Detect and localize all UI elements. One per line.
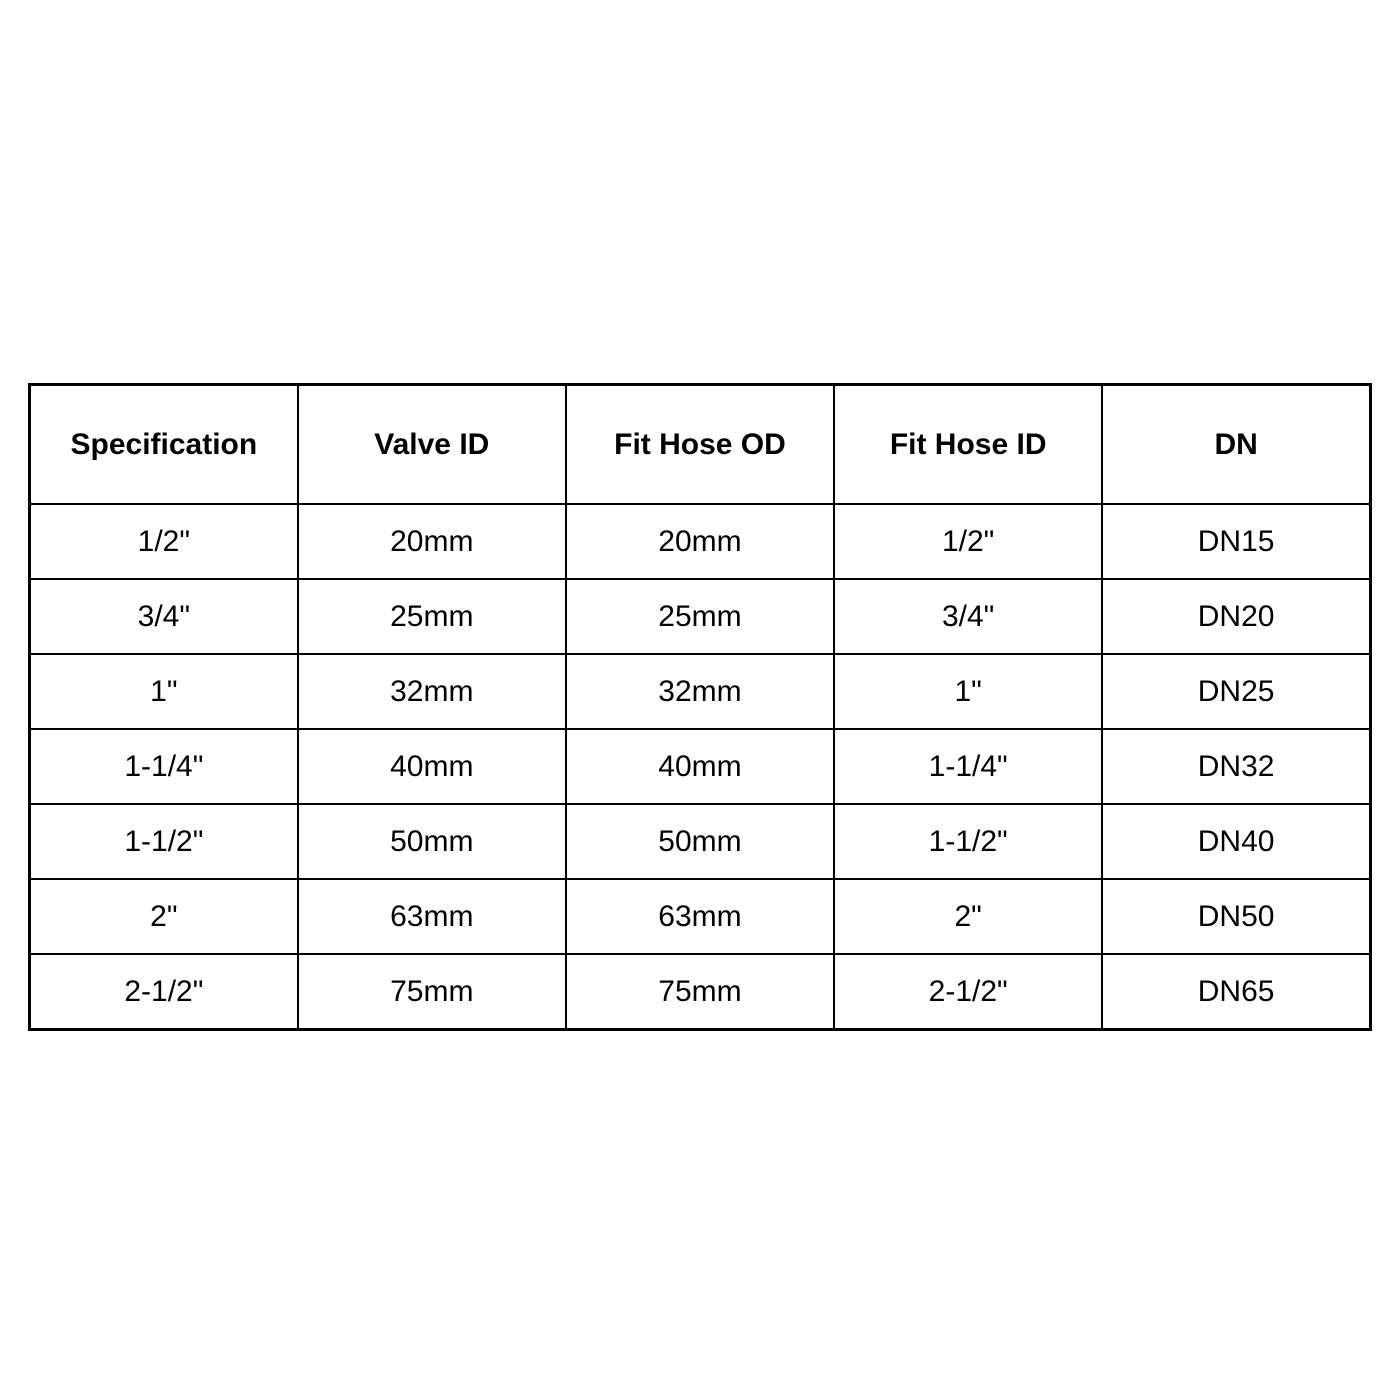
table-cell-specification: 1" xyxy=(30,654,298,729)
table-cell-specification: 1-1/2" xyxy=(30,804,298,879)
table-cell-specification: 3/4" xyxy=(30,579,298,654)
table-cell-fit-hose-id: 1" xyxy=(834,654,1102,729)
table-cell-fit-hose-od: 20mm xyxy=(566,504,834,579)
table-cell-specification: 1/2" xyxy=(30,504,298,579)
table-cell-fit-hose-od: 40mm xyxy=(566,729,834,804)
table-row xyxy=(30,804,1371,879)
table-cell-fit-hose-id: 3/4" xyxy=(834,579,1102,654)
table-cell-fit-hose-od: 75mm xyxy=(566,954,834,1030)
table-cell-dn: DN15 xyxy=(1102,504,1370,579)
column-header-fit-hose-id: Fit Hose ID xyxy=(834,385,1102,505)
table-cell-fit-hose-id: 2-1/2" xyxy=(834,954,1102,1030)
table-cell-valve-id: 25mm xyxy=(298,579,566,654)
table-cell-specification: 2" xyxy=(30,879,298,954)
table-row xyxy=(30,579,1371,654)
table-row xyxy=(30,504,1371,579)
header-row xyxy=(30,385,1371,505)
table-cell-fit-hose-od: 63mm xyxy=(566,879,834,954)
spec-table-container xyxy=(28,383,1372,1013)
table-cell-fit-hose-od: 32mm xyxy=(566,654,834,729)
column-header-valve-id: Valve ID xyxy=(298,385,566,505)
table-cell-valve-id: 40mm xyxy=(298,729,566,804)
table-row xyxy=(30,729,1371,804)
column-header-dn: DN xyxy=(1102,385,1370,505)
table-cell-specification: 2-1/2" xyxy=(30,954,298,1030)
table-cell-dn: DN20 xyxy=(1102,579,1370,654)
table-cell-fit-hose-id: 2" xyxy=(834,879,1102,954)
table-cell-dn: DN25 xyxy=(1102,654,1370,729)
table-cell-fit-hose-id: 1-1/4" xyxy=(834,729,1102,804)
table-row xyxy=(30,879,1371,954)
table-row xyxy=(30,654,1371,729)
table-cell-fit-hose-od: 25mm xyxy=(566,579,834,654)
column-header-specification: Specification xyxy=(30,385,298,505)
table-cell-valve-id: 75mm xyxy=(298,954,566,1030)
table-cell-dn: DN32 xyxy=(1102,729,1370,804)
spec-table-header xyxy=(30,385,1371,505)
table-row xyxy=(30,954,1371,1030)
table-cell-valve-id: 50mm xyxy=(298,804,566,879)
table-cell-fit-hose-id: 1/2" xyxy=(834,504,1102,579)
table-cell-dn: DN40 xyxy=(1102,804,1370,879)
table-cell-fit-hose-od: 50mm xyxy=(566,804,834,879)
table-cell-dn: DN65 xyxy=(1102,954,1370,1030)
table-cell-specification: 1-1/4" xyxy=(30,729,298,804)
table-cell-fit-hose-id: 1-1/2" xyxy=(834,804,1102,879)
table-cell-valve-id: 63mm xyxy=(298,879,566,954)
spec-table-body xyxy=(30,504,1371,1030)
table-cell-valve-id: 20mm xyxy=(298,504,566,579)
spec-table xyxy=(28,383,1372,1031)
table-cell-dn: DN50 xyxy=(1102,879,1370,954)
table-cell-valve-id: 32mm xyxy=(298,654,566,729)
column-header-fit-hose-od: Fit Hose OD xyxy=(566,385,834,505)
